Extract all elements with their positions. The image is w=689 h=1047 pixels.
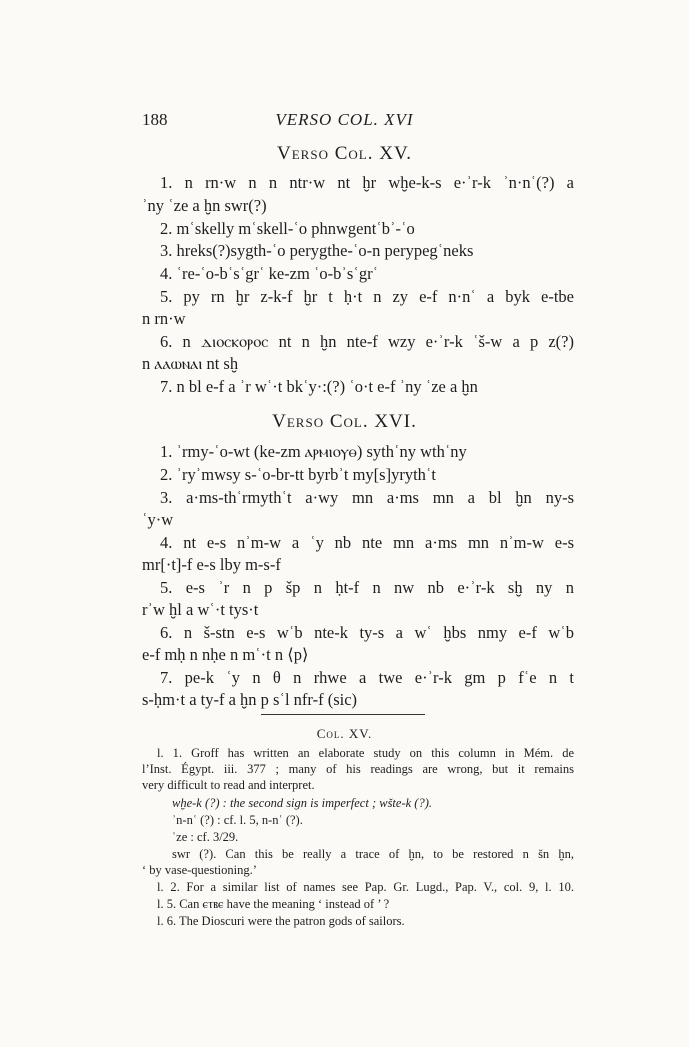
col16-line: 2. ʾryʾmwsy s-ʿo-br-tt byrbʾt my[s]yrythʿt: [160, 465, 436, 484]
note-line: ʾn-nʿ (?) : cf. l. 5, n-nʿ (?).: [172, 813, 303, 827]
note-line: l. 2. For a similar list of names see Pap. Gr. Lugd., Pap. V., col. 9, l. 10.: [157, 880, 574, 894]
col15-line: 2. mʿskelly mʿskell-ʿo phnwgentʿbʾ-ʿo: [160, 219, 415, 238]
running-title: VERSO COL. XVI: [275, 110, 414, 129]
note-line: l. 5. Can ⲉⲧⲃⲉ have the meaning ‘ instead of ’ ?: [157, 897, 390, 911]
col16-line: s-ḥm·t a ty-f a ḫn p sʿl nfr-f (sic): [142, 690, 358, 709]
col16-title: Verso Col. XVI.: [272, 411, 417, 432]
col15-title: Verso Col. XV.: [277, 143, 412, 164]
col15-line: n ⲁⲁⲱⲛⲁⲓ nt sḫ: [142, 354, 239, 373]
col15-line: 4. ʿre-ʿo-bʿsʿgrʿ ke-zm ʿo-bʾsʿgrʿ: [160, 264, 379, 283]
note-line: swr (?). Can this be really a trace of ḫn, to be restored n šn ḫn,: [172, 847, 574, 861]
col15-line: 7. n bl e-f a ʾr wʿ·t bkʿy·:(?) ʿo·t e-f ʾny ʿze a ḫn: [160, 377, 478, 396]
note-line: l. 6. The Dioscuri were the patron gods of sailors.: [157, 914, 405, 928]
col16-line: mr[·t]-f e-s lby m-s-f: [142, 555, 281, 574]
col15-line: 3. hreks(?)sygth-ʿo perygthe-ʿo-n perypegʿneks: [160, 241, 474, 260]
col16-line: e-f mḥ n nḥe n mʿ·t n ⟨p⟩: [142, 645, 309, 664]
col15-line: 6. n ⲇⲓⲟⲥⲕⲟⲣⲟⲥ nt n ḫn nte-f wzy e·ʾr-k ʿš-w a p z(?): [160, 332, 574, 351]
note-line: ‘ by vase-questioning.’: [142, 863, 257, 877]
col15-line: 1. n rn·w n n ntr·w nt ḫr wḫe-k-s e·ʾr-k ʾn·nʿ(?) a: [160, 173, 574, 192]
col16-line: ʿy·w: [142, 510, 174, 529]
notes-title: Col. XV.: [316, 726, 373, 741]
col16-line: 7. pe-k ʿy n θ n rhwe a twe e·ʾr-k gm p fʿe n t: [160, 668, 574, 687]
note-line: very difficult to read and interpret.: [142, 778, 315, 792]
note-line: l’Inst. Égypt. iii. 377 ; many of his readings are wrong, but it remains: [142, 762, 574, 776]
page-number: 188: [142, 110, 168, 129]
col15-line: n rn·w: [142, 309, 186, 328]
note-line: ʿze : cf. 3/29.: [172, 830, 239, 844]
col16-line: 4. nt e-s nʾm-w a ʿy nb nte mn a·ms mn nʾm-w e-s: [160, 533, 574, 552]
col16-line: 1. ʾrmy-ʿo-wt (ke-zm ⲁⲣⲙⲓⲟⲩⲑ) sythʿny wthʿny: [160, 442, 467, 461]
col16-line: 3. a·ms-thʿrmythʿt a·wy mn a·ms mn a bl ḫn ny-s: [160, 488, 574, 507]
note-line: wḫe-k (?) : the second sign is imperfect ; wšte-k (?).: [172, 796, 432, 810]
col16-line: 5. e-s ʾr n p šp n ḥt-f n nw nb e·ʾr-k sḫ ny n: [160, 578, 574, 597]
col16-line: rʾw ḫl a wʿ·t tys·t: [142, 600, 259, 619]
col15-line: ʾny ʿze a ḫn swr(?): [142, 196, 267, 215]
col15-line: 5. py rn ḫr z-k-f ḫr t ḥ·t n zy e-f n·nʿ a byk e-tbe: [160, 287, 574, 306]
divider-rule: [261, 714, 425, 715]
col16-line: 6. n š-stn e-s wʿb nte-k ty-s a wʿ ḫbs nmy e-f wʿb: [160, 623, 574, 642]
note-line: l. 1. Groff has written an elaborate study on this column in Mém. de: [157, 746, 574, 760]
